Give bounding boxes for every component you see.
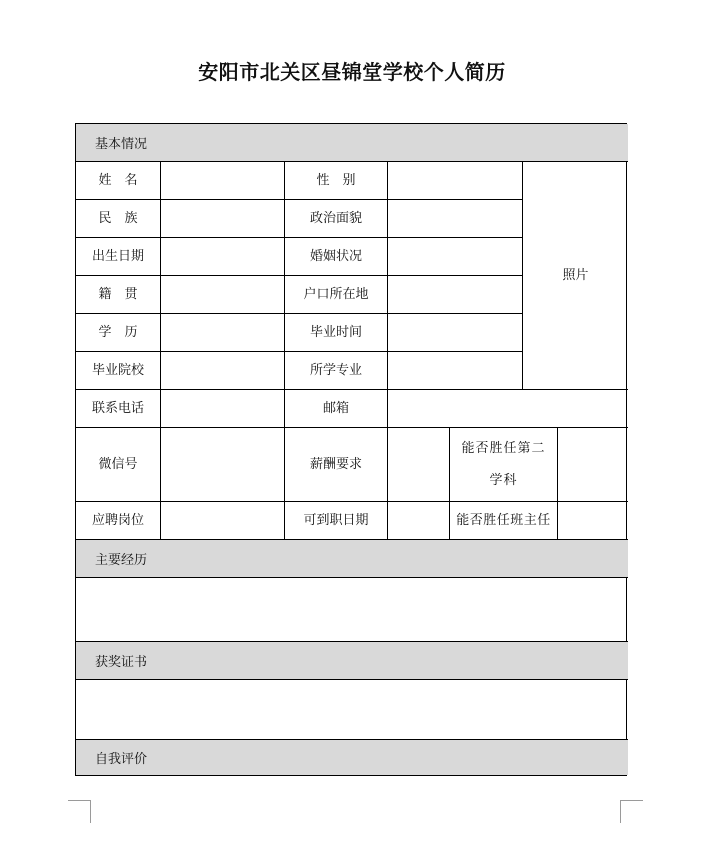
- marital-status-field[interactable]: [388, 238, 523, 276]
- corner-mark-right: [620, 800, 643, 823]
- photo-box[interactable]: [523, 162, 628, 390]
- label-politics: 政治面貌: [285, 200, 388, 238]
- graduation-time-field[interactable]: [388, 314, 523, 352]
- label-gender: 性 别: [285, 162, 388, 200]
- start-date-field[interactable]: [388, 502, 450, 540]
- birth-date-field[interactable]: [161, 238, 285, 276]
- label-position: 应聘岗位: [76, 502, 161, 540]
- label-email: 邮箱: [285, 390, 388, 428]
- awards-field[interactable]: [76, 680, 628, 740]
- label-graduation-time: 毕业时间: [285, 314, 388, 352]
- label-head-teacher: 能否胜任班主任: [450, 502, 558, 540]
- label-education: 学 历: [76, 314, 161, 352]
- label-hukou: 户口所在地: [285, 276, 388, 314]
- major-field[interactable]: [388, 352, 523, 390]
- native-place-field[interactable]: [161, 276, 285, 314]
- hukou-field[interactable]: [388, 276, 523, 314]
- email-field[interactable]: [388, 390, 628, 428]
- label-major: 所学专业: [285, 352, 388, 390]
- head-teacher-field[interactable]: [558, 502, 628, 540]
- politics-field[interactable]: [388, 200, 523, 238]
- label-school: 毕业院校: [76, 352, 161, 390]
- phone-field[interactable]: [161, 390, 285, 428]
- section-self-evaluation: 自我评价: [76, 740, 628, 775]
- name-field[interactable]: [161, 162, 285, 200]
- corner-mark-left: [68, 800, 91, 823]
- photo-label: 照片: [562, 267, 589, 283]
- label-second-subject: 能否胜任第二学科: [450, 428, 558, 502]
- page-title: 安阳市北关区昼锦堂学校个人简历: [198, 60, 506, 84]
- wechat-field[interactable]: [161, 428, 285, 502]
- gender-field[interactable]: [388, 162, 523, 200]
- label-salary: 薪酬要求: [285, 428, 388, 502]
- position-field[interactable]: [161, 502, 285, 540]
- label-start-date: 可到职日期: [285, 502, 388, 540]
- school-field[interactable]: [161, 352, 285, 390]
- education-field[interactable]: [161, 314, 285, 352]
- label-wechat: 微信号: [76, 428, 161, 502]
- label-phone: 联系电话: [76, 390, 161, 428]
- resume-form: [75, 123, 627, 776]
- section-experience: 主要经历: [76, 540, 628, 578]
- label-marital-status: 婚姻状况: [285, 238, 388, 276]
- experience-field[interactable]: [76, 578, 628, 642]
- section-awards: 获奖证书: [76, 642, 628, 680]
- second-subject-field[interactable]: [558, 428, 628, 502]
- section-basic-info: 基本情况: [76, 124, 628, 162]
- label-ethnicity: 民 族: [76, 200, 161, 238]
- salary-field[interactable]: [388, 428, 450, 502]
- label-name: 姓 名: [76, 162, 161, 200]
- label-birth-date: 出生日期: [76, 238, 161, 276]
- ethnicity-field[interactable]: [161, 200, 285, 238]
- label-native-place: 籍 贯: [76, 276, 161, 314]
